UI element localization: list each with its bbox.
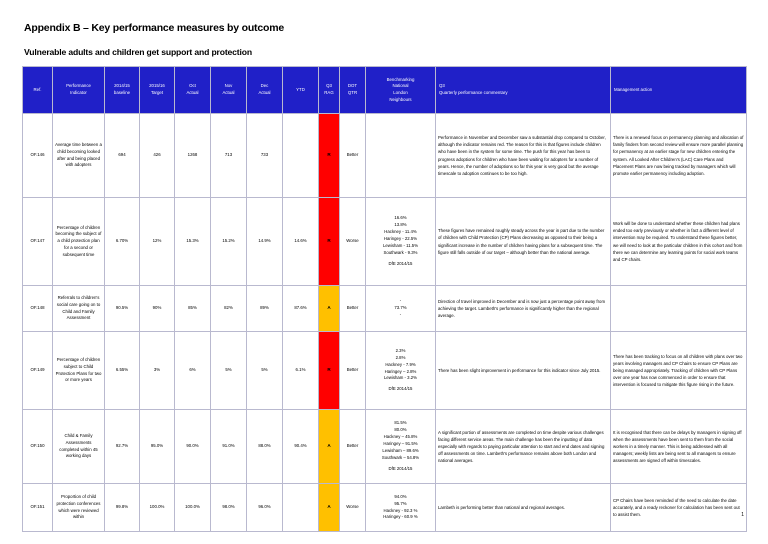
cell-commentary: Performance in November and December saw a substantial drop compared to October, although the indicator remains red. The reason for this is that figures include children who have been in the system for some time. The push for this year has been to progress adoptions for children who have been waiting for adopters for a number of years. Hence, the number of adoptions so far this year is very good but the average timescale to adoption continues to be too high. <box>436 114 611 198</box>
benchmark-line: Haringey - 22.5% <box>383 236 418 242</box>
cell-benchmarking <box>366 410 436 484</box>
cell-indicator: Referrals to children's social care going on to Child and Family Assessment <box>53 286 105 332</box>
cell-oct: 15.3% <box>175 198 211 286</box>
cell-target: 426 <box>140 114 175 198</box>
benchmark-line: Hackney - 7.9% <box>385 361 416 367</box>
benchmark-line: Haringey - 60.9 % <box>383 514 418 520</box>
cell-dec: 14.9% <box>247 198 283 286</box>
cell-dot: Worse <box>340 484 366 532</box>
header-text-indicator-1: Performance <box>66 83 91 89</box>
table-row <box>23 114 747 198</box>
benchmark-line: Haringey – 91.5% <box>383 441 418 447</box>
cell-indicator: Child & Family Assessments completed within 45 working days <box>53 410 105 484</box>
header-text-baseline-2: baseline <box>113 90 131 95</box>
cell-benchmarking <box>366 332 436 410</box>
cell-target: 100.0% <box>140 484 175 532</box>
header-text-nov-2: Actual <box>222 90 235 95</box>
cell-benchmarking <box>366 114 436 198</box>
cell-action: There has been tracking to focus on all children with plans over two years involving managers and CP Chairs to ensure CP Plans are being managed appropriately. Tracking of children with CP Plans over one year has now commenced in order to ensure that intervention is focused to mitigate this figure rising in the future. <box>611 332 747 410</box>
column-header-dot <box>340 67 366 114</box>
benchmark-line: - <box>399 311 402 317</box>
header-text-dot-1: DOT <box>347 83 358 89</box>
page-number: 1 <box>741 512 744 518</box>
column-header-target <box>140 67 175 114</box>
header-text-bench-4: Neighbours <box>389 96 412 102</box>
column-header-oct <box>175 67 211 114</box>
benchmark-line: - <box>399 298 402 304</box>
benchmark-line: Southwark - 9.3% <box>383 249 418 255</box>
header-text-indicator-2: Indicator <box>70 90 87 95</box>
benchmark-line: 73.7% <box>394 305 407 311</box>
benchmark-line: Hackney - 11.4% <box>384 229 417 235</box>
benchmark-source: DfE 2014/15 <box>388 386 413 392</box>
header-text-oct-2: Actual <box>186 90 199 95</box>
cell-nov: 98.0% <box>211 484 247 532</box>
status-badge-rag: A <box>319 410 340 484</box>
cell-action: CP Chairs have been reminded of the need to calculate the date accurately, and a ready reckoner for calculation has been sent out to assist them. <box>611 484 747 532</box>
cell-commentary: A significant portion of assessments are completed on time despite various challenges facing different service areas. The main challenge has been the inputting of data especially with regards to paying particular attention to start and end dates and signing off assessments on time. Lambeth's performance remains above both London and national averages. <box>436 410 611 484</box>
kpi-table <box>22 66 747 532</box>
cell-action: It is recognised that there can be delays by managers in signing off when the assessments have been sent to them from the social workers in a timely manner. This is being addressed with all managers; weekly lists are being sent to all managers to ensure assessments are signed off within timescales. <box>611 410 747 484</box>
cell-benchmarking <box>366 484 436 532</box>
benchmark-line: Hackney - 92.3 % <box>383 507 418 513</box>
benchmark-line: Lewisham - 3.2% <box>384 375 417 381</box>
benchmark-line: 16.6% <box>394 215 407 221</box>
table-row <box>23 410 747 484</box>
header-text-bench-3: London <box>393 90 408 95</box>
cell-ytd: 14.6% <box>283 198 319 286</box>
column-header-benchmarking <box>366 67 436 114</box>
cell-dec: 5% <box>247 332 283 410</box>
benchmark-line: 80.0% <box>394 427 407 433</box>
benchmark-line: 81.5% <box>394 420 407 426</box>
cell-dot: Better <box>340 114 366 198</box>
cell-target: 12% <box>140 198 175 286</box>
header-text-commentary-1: Q3 <box>439 83 445 89</box>
header-text-bench-1: Benchmarking <box>386 76 415 82</box>
cell-commentary: Direction of travel improved in December and is now just a percentage point away from achieving the target. Lambeth's performance is significantly higher than the regional average. <box>436 286 611 332</box>
benchmark-line: Lewisham - 11.5% <box>382 242 419 248</box>
cell-benchmarking <box>366 198 436 286</box>
benchmark-line: Southwark – 54.8% <box>381 454 420 460</box>
cell-ytd: 6.1% <box>283 332 319 410</box>
cell-indicator: Percentage of children subject to Child Protection Plans for two or more years <box>53 332 105 410</box>
table-row <box>23 484 747 532</box>
cell-indicator: Proportion of child protection conferences which were reviewed within <box>53 484 105 532</box>
header-text-dot-2: QTR <box>347 90 358 95</box>
column-header-baseline <box>105 67 140 114</box>
cell-commentary: These figures have remained roughly steady across the year in part due to the number of children with Child Protection (CP) Plans decreasing as opposed to their being a significant increase in the number of children having plans for a subsequent time. The figure still falls outside of our target – although better than the national average. <box>436 198 611 286</box>
column-header-dec <box>247 67 283 114</box>
header-text-ref: Ref. <box>33 86 42 92</box>
cell-action <box>611 286 747 332</box>
page-subtitle: Vulnerable adults and children get support and protection <box>24 47 252 57</box>
header-text-nov-1: Nov <box>224 83 233 89</box>
benchmark-line: Lewisham – 89.6% <box>382 447 419 453</box>
cell-nov: 5% <box>211 332 247 410</box>
benchmark-line: 2.3% <box>395 347 406 353</box>
header-text-rag-2: RAG <box>324 90 334 95</box>
benchmark-line: 13.8% <box>394 222 407 228</box>
cell-baseline: 6.55% <box>105 332 140 410</box>
header-text-oct-1: Oct <box>189 83 196 89</box>
cell-oct: 90.0% <box>175 410 211 484</box>
cell-dec: 733 <box>247 114 283 198</box>
cell-target: 3% <box>140 332 175 410</box>
cell-indicator: Percentage of children becoming the subject of a child protection plan for a second or subsequent time <box>53 198 105 286</box>
cell-oct: 85% <box>175 286 211 332</box>
table-row <box>23 198 747 286</box>
cell-dot: Better <box>340 286 366 332</box>
column-header-action <box>611 67 747 114</box>
header-text-dec-2: Actual <box>258 90 271 95</box>
status-badge-rag: R <box>319 332 340 410</box>
cell-ref: OF.148 <box>23 286 53 332</box>
header-text-commentary-2: Quarterly performance commentary <box>439 90 508 95</box>
status-badge-rag: R <box>319 198 340 286</box>
cell-commentary: Lambeth is performing better than national and regional averages. <box>436 484 611 532</box>
header-text-rag-1: Q3 <box>326 83 332 89</box>
cell-baseline: 99.8% <box>105 484 140 532</box>
benchmark-source: DfE 2014/15 <box>388 465 413 471</box>
cell-dot: Worse <box>340 198 366 286</box>
cell-target: 95.0% <box>140 410 175 484</box>
cell-dec: 89% <box>247 286 283 332</box>
cell-ytd <box>283 114 319 198</box>
cell-nov: 713 <box>211 114 247 198</box>
cell-oct: 6% <box>175 332 211 410</box>
header-text-ytd: YTD <box>296 86 305 92</box>
table-body <box>23 114 747 532</box>
status-badge-rag: A <box>319 286 340 332</box>
cell-oct: 1268 <box>175 114 211 198</box>
cell-commentary: There has been slight improvement in performance for this indicator since July 2015. <box>436 332 611 410</box>
cell-dot: Better <box>340 410 366 484</box>
cell-ref: OF.146 <box>23 114 53 198</box>
benchmark-line: Hackney – 45.8% <box>383 434 418 440</box>
cell-dot: Better <box>340 332 366 410</box>
table-row <box>23 332 747 410</box>
cell-baseline: 694 <box>105 114 140 198</box>
header-text-bench-2: National <box>392 83 409 89</box>
benchmark-line: 2.8% <box>395 354 406 360</box>
cell-dec: 96.0% <box>247 484 283 532</box>
status-badge-rag: A <box>319 484 340 532</box>
benchmark-line: Haringey – 2.8% <box>384 368 417 374</box>
cell-nov: 15.2% <box>211 198 247 286</box>
cell-ref: OF.147 <box>23 198 53 286</box>
cell-action: There is a renewed focus on permanency planning and allocation of family finders from second review will ensure more parallel planning for permanency at an earlier stage for new children entering the system. All Looked After Children's (LAC) Care Plans and Placement Plans are now being tracked by managers which will promote earlier permanency including adoption. <box>611 114 747 198</box>
cell-nov: 91.0% <box>211 410 247 484</box>
cell-baseline: 90.5% <box>105 286 140 332</box>
cell-oct: 100.0% <box>175 484 211 532</box>
header-text-target-1: 2015/16 <box>149 83 165 89</box>
column-header-commentary <box>436 67 611 114</box>
cell-ref: OF.151 <box>23 484 53 532</box>
column-header-ref <box>23 67 53 114</box>
header-text-target-2: Target <box>150 90 164 95</box>
cell-ref: OF.150 <box>23 410 53 484</box>
cell-baseline: 6.70% <box>105 198 140 286</box>
table-row <box>23 286 747 332</box>
cell-nov: 82% <box>211 286 247 332</box>
table-header-row <box>23 67 747 114</box>
column-header-ytd <box>283 67 319 114</box>
cell-ytd <box>283 484 319 532</box>
column-header-rag <box>319 67 340 114</box>
benchmark-source: DfE 2014/15 <box>388 260 413 266</box>
cell-ref: OF.149 <box>23 332 53 410</box>
benchmark-line: 95.7% <box>394 500 407 506</box>
header-text-action: Management action <box>614 86 653 92</box>
column-header-indicator <box>53 67 105 114</box>
cell-baseline: 92.7% <box>105 410 140 484</box>
status-badge-rag: R <box>319 114 340 198</box>
cell-ytd: 87.6% <box>283 286 319 332</box>
cell-indicator: Average time between a child becoming looked after and being placed with adopters <box>53 114 105 198</box>
header-text-baseline-1: 2014/15 <box>114 83 130 89</box>
benchmark-line: 94.0% <box>394 493 407 499</box>
cell-dec: 88.0% <box>247 410 283 484</box>
cell-benchmarking <box>366 286 436 332</box>
column-header-nov <box>211 67 247 114</box>
page-title: Appendix B – Key performance measures by outcome <box>24 22 284 34</box>
cell-action: Work will be done to understand whether these children had plans ended too early previously or whether in fact a different level of intervention may be required. To understand these figures better, we will need to look at the particular children in this cohort and from there we can determine any learning points for social work teams and CP chairs. <box>611 198 747 286</box>
cell-target: 90% <box>140 286 175 332</box>
header-text-dec-1: Dec <box>260 83 269 89</box>
cell-ytd: 90.4% <box>283 410 319 484</box>
